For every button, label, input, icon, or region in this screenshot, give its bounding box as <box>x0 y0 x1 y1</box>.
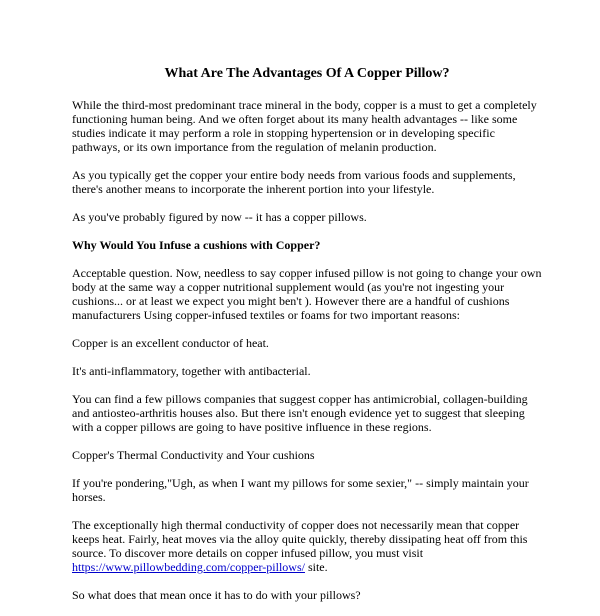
paragraph-thermal-conductivity <box>72 518 542 574</box>
paragraph-copper-intro: While the third-most predominant trace mineral in the body, copper is a must to get a completely functioning human being. And we often forget about its many health advantages -- like some studies indicate it may perform a role in stopping hypertension or in developing specific pathways, or its own importance from the regulation of melanin production. <box>72 98 537 154</box>
paragraph-pondering: If you're pondering,"Ugh, as when I want my pillows for some sexier," -- simply maintain your horses. <box>72 476 529 504</box>
paragraph-conductor-of-heat: Copper is an excellent conductor of heat. <box>72 336 269 350</box>
paragraph-copper-pillows: As you've probably figured by now -- it has a copper pillows. <box>72 210 367 224</box>
document-page <box>72 66 542 616</box>
paragraph-thermal-heading: Copper's Thermal Conductivity and Your cushions <box>72 448 315 462</box>
paragraph-acceptable-question: Acceptable question. Now, needless to say copper infused pillow is not going to change your own body at the same way a copper nutritional supplement would (as you're not ingesting your cushions... or at least we expect you might ben't ). However there are a handful of cushions manufacturers Using copper-infused textiles or foams for two important reasons: <box>72 266 542 322</box>
section-heading-why-copper: Why Would You Infuse a cushions with Copper? <box>72 238 321 252</box>
paragraph-copper-lifestyle: As you typically get the copper your entire body needs from various foods and supplements, there's another means to incorporate the inherent portion into your lifestyle. <box>72 168 516 196</box>
paragraph-anti-inflammatory: It's anti-inflammatory, together with antibacterial. <box>72 364 311 378</box>
paragraph-pillow-companies: You can find a few pillows companies that suggest copper has antimicrobial, collagen-building and antiosteo-arthritis houses also. But there isn't enough evidence yet to suggest that sleeping with a copper pillows are going to have positive influence in these regions. <box>72 392 528 434</box>
pillowbedding-link[interactable]: https://www.pillowbedding.com/copper-pillows/ <box>72 560 305 574</box>
paragraph-thermal-text: The exceptionally high thermal conductivity of copper does not necessarily mean that copper keeps heat. Fairly, heat moves via the alloy quite quickly, thereby dissipating heat off from this source. To discover more details on copper infused pillow, you must visit <box>72 518 528 560</box>
document-title: What Are The Advantages Of A Copper Pillow? <box>164 66 450 81</box>
paragraph-thermal-suffix: site. <box>304 560 328 574</box>
paragraph-what-does-it-mean: So what does that mean once it has to do with your pillows? <box>72 588 361 602</box>
